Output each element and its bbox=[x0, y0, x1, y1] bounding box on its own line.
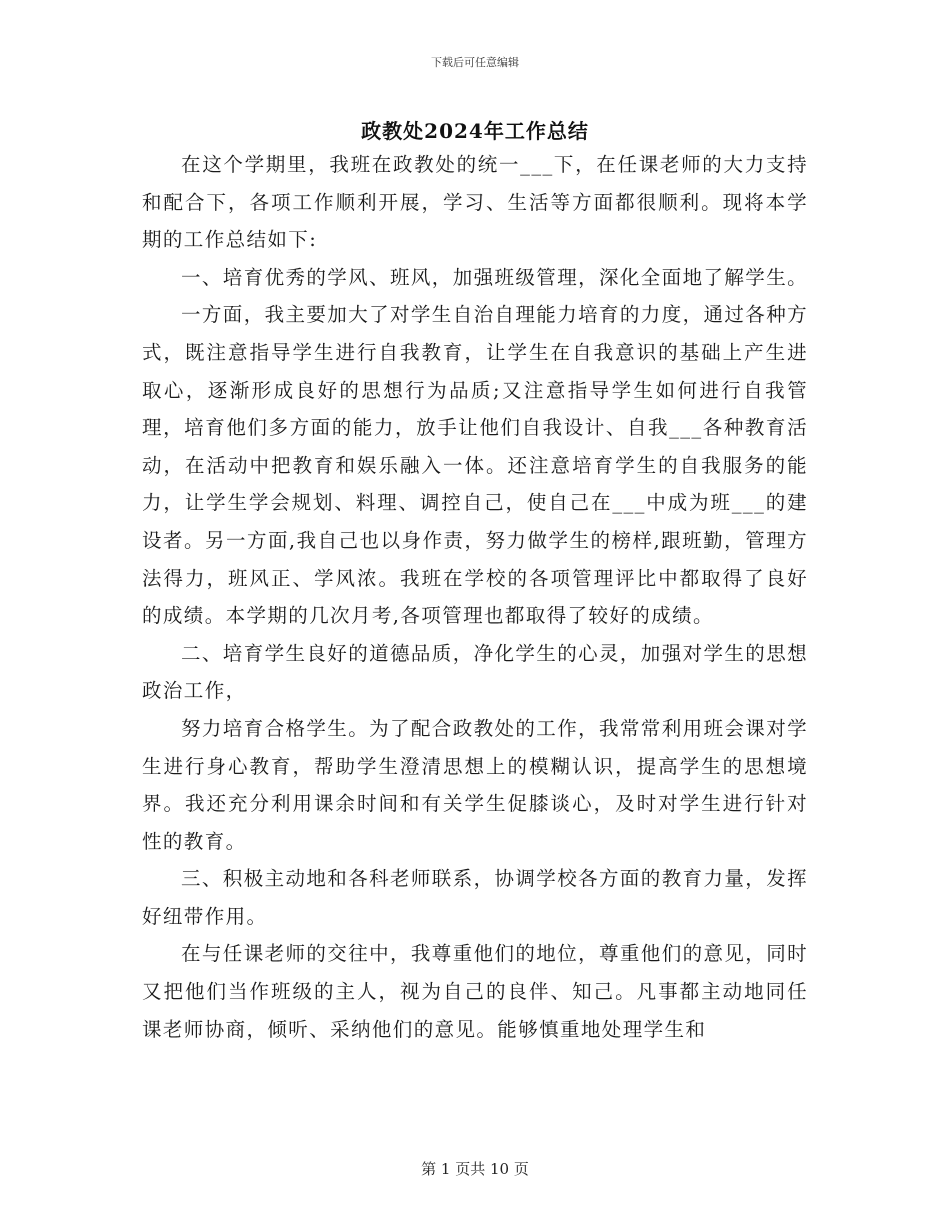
section-heading-3: 三、积极主动地和各科老师联系，协调学校各方面的教育力量，发挥好纽带作用。 bbox=[142, 867, 809, 928]
document-title: 政教处2024年工作总结 bbox=[361, 119, 589, 143]
body-paragraph: 在这个学期里，我班在政教处的统一___下，在任课老师的大力支持和配合下，各项工作顺利开展，学习、生活等方面都很顺利。现将本学期的工作总结如下: bbox=[142, 153, 808, 252]
document-body bbox=[142, 146, 808, 1048]
section-heading-2: 二、培育学生良好的道德品质，净化学生的心灵，加强对学生的思想政治工作， bbox=[142, 641, 809, 703]
body-paragraph: 努力培育合格学生。为了配合政教处的工作，我常常利用班会课对学生进行身心教育，帮助学生澄清思想上的模糊认识，提高学生的思想境界。我还充分利用课余时间和有关学生促膝谈心，及时对学生进行针对性的教育。 bbox=[142, 716, 809, 853]
page-footer: 第 1 页共 10 页 bbox=[421, 1160, 529, 1178]
body-paragraph: 一方面，我主要加大了对学生自治自理能力培育的力度，通过各种方式，既注意指导学生进行自我教育，让学生在自我意识的基础上产生进取心，逐渐形成良好的思想行为品质;又注意指导学生如何进行自我管理，培育他们多方面的能力，放手让他们自我设计、自我___各种教育活动，在活动中把教育和娱乐融入一体。还注意培育学生的自我服务的能力，让学生学会规划、料理、调控自己，使自己在___中成为班___的建设者。另一方面,我自己也以身作责，努力做学生的榜样,跟班勤，管理方法得力，班风正、学风浓。我班在学校的各项管理评比中都取得了良好的成绩。本学期的几次月考,各项管理也都取得了较好的成绩。 bbox=[142, 303, 809, 628]
section-heading-1: 一、培育优秀的学风、班风，加强班级管理，深化全面地了解学生。 bbox=[181, 265, 809, 289]
body-paragraph: 在与任课老师的交往中，我尊重他们的地位，尊重他们的意见，同时又把他们当作班级的主人，视为自己的良伴、知己。凡事都主动地同任课老师协商，倾听、采纳他们的意见。能够慎重地处理学生和 bbox=[142, 942, 809, 1041]
header-note: 下载后可任意编辑 bbox=[431, 56, 519, 69]
